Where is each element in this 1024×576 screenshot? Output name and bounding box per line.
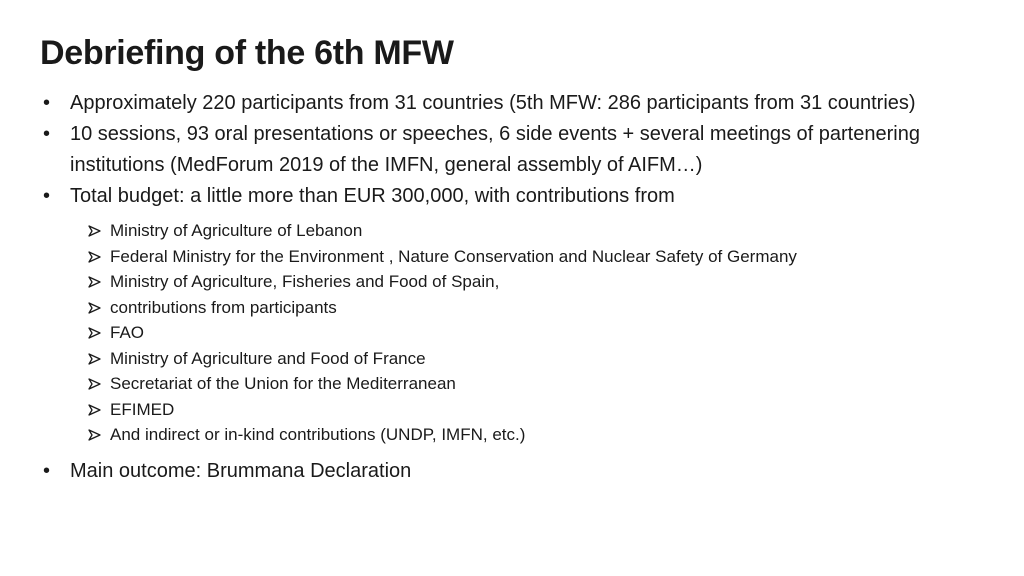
bullet-text: Main outcome: Brummana Declaration: [70, 459, 412, 482]
contributor-item: [78, 218, 940, 244]
arrow-bullet-icon: [88, 429, 102, 441]
bullet-item: [40, 181, 940, 448]
bullet-list: [40, 88, 940, 487]
bullet-dot-icon: •: [43, 185, 51, 207]
arrow-bullet-icon: [88, 404, 102, 416]
arrow-bullet-icon: [88, 327, 102, 339]
bullet-dot-icon: •: [43, 92, 51, 114]
arrow-bullet-icon: [88, 225, 102, 237]
arrow-bullet-icon: [88, 353, 102, 365]
contributor-text: contributions from participants: [110, 297, 337, 317]
bullet-text: Total budget: a little more than EUR 300,000, with contributions from: [70, 185, 675, 207]
bullet-dot-icon: •: [43, 459, 51, 482]
contributor-text: Ministry of Agriculture of Lebanon: [110, 221, 363, 240]
bullet-text: Approximately 220 participants from 31 countries (5th MFW: 286 participants from 31 countries): [70, 92, 916, 114]
contributor-item: [78, 320, 940, 346]
arrow-bullet-icon: [88, 251, 102, 263]
contributor-text: Ministry of Agriculture, Fisheries and Food of Spain,: [110, 272, 500, 291]
contributor-text: EFIMED: [110, 399, 175, 419]
contributor-item: [78, 397, 940, 423]
bullet-text: 10 sessions, 93 oral presentations or speeches, 6 side events + several meetings of partenering institutions (MedForum 2019 of the IMFN, general assembly of AIFM…): [70, 123, 920, 176]
contributor-text: Ministry of Agriculture and Food of France: [110, 348, 426, 368]
bullet-item: [40, 456, 940, 487]
contributor-item: [78, 269, 940, 295]
slide-title: Debriefing of the 6th MFW: [40, 34, 454, 72]
contributor-text: And indirect or in-kind contributions (UNDP, IMFN, etc.): [110, 425, 526, 444]
contributor-list: [70, 218, 940, 448]
contributor-item: [78, 295, 940, 321]
arrow-bullet-icon: [88, 302, 102, 314]
contributor-text: Federal Ministry for the Environment , Nature Conservation and Nuclear Safety of Germany: [110, 246, 797, 266]
bullet-item: [40, 88, 940, 119]
contributor-item: [78, 371, 940, 397]
contributor-text: Secretariat of the Union for the Mediterranean: [110, 374, 456, 393]
contributor-item: [78, 422, 940, 448]
bullet-dot-icon: •: [43, 123, 51, 145]
arrow-bullet-icon: [88, 378, 102, 390]
contributor-item: [78, 346, 940, 372]
contributor-text: FAO: [110, 323, 145, 342]
contributor-item: [78, 244, 940, 270]
arrow-bullet-icon: [88, 276, 102, 288]
bullet-item: [40, 119, 940, 181]
